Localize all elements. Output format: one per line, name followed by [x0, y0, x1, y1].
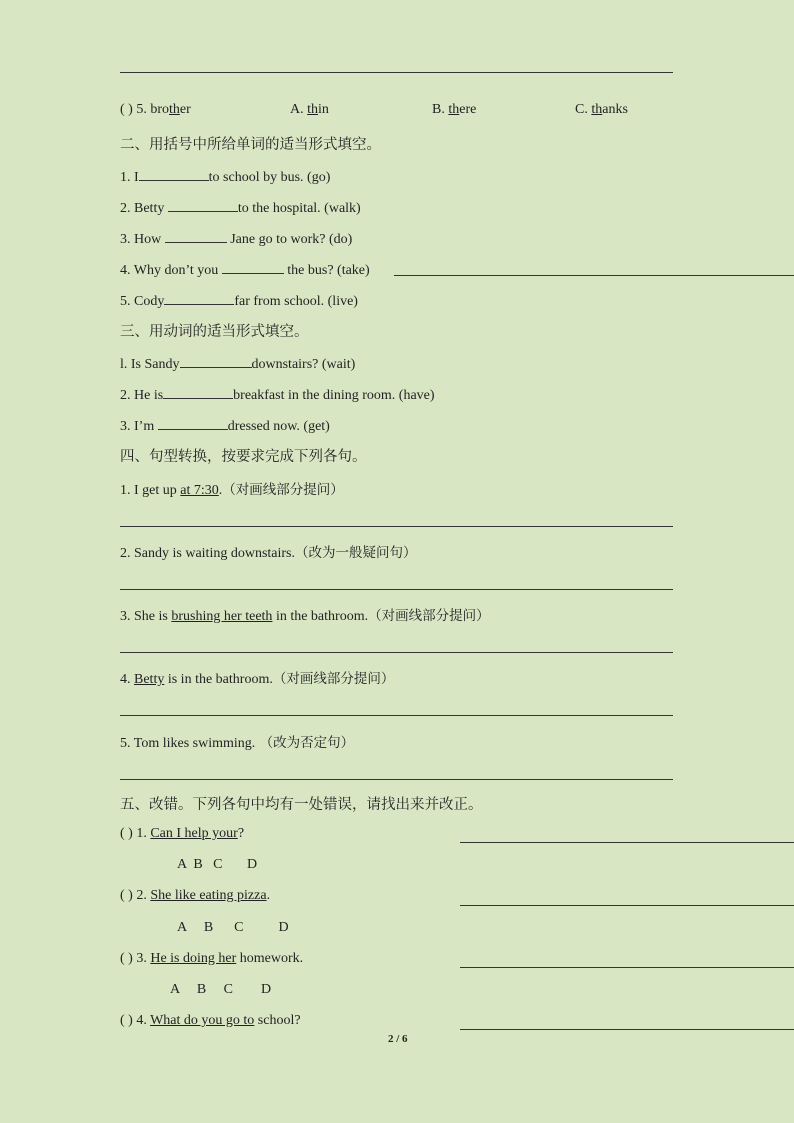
item-text: to the hospital. (walk) — [237, 201, 361, 216]
item-text: 5. Cody — [120, 294, 165, 309]
option-label: C. — [575, 102, 588, 117]
s2-item-3 — [120, 228, 352, 248]
item-text: 2. He is — [120, 388, 164, 403]
answer-blank[interactable] — [139, 166, 209, 181]
s3-item-2 — [120, 384, 435, 404]
s2-item-5 — [120, 290, 358, 310]
answer-blank[interactable] — [164, 290, 234, 305]
item-text: 1. I get up — [120, 483, 181, 498]
s5-item-3 — [120, 951, 303, 967]
s2-item-4-rule — [394, 275, 794, 276]
question-number: ( ) 1. — [120, 826, 147, 841]
option-label: A. — [290, 102, 304, 117]
question-number: ( ) 4. — [120, 1013, 147, 1028]
item-text: in the bathroom. — [272, 609, 369, 624]
option-underline: th — [448, 102, 460, 117]
s4-item-5 — [120, 731, 354, 752]
option-post: in — [318, 102, 329, 117]
answer-line[interactable] — [120, 526, 673, 527]
choice-letters: A B C D — [177, 857, 258, 872]
item-text: 2. Sandy is waiting downstairs. — [120, 546, 295, 561]
instruction-note: （对画线部分提问） — [368, 608, 490, 624]
option-b — [432, 102, 476, 118]
option-underline: th — [591, 102, 603, 117]
underlined-part: He is doing her — [150, 951, 237, 966]
item-text: 1. I — [120, 170, 139, 185]
section-2-title: 二、用括号中所给单词的适当形式填空。 — [120, 137, 381, 153]
s4-item-2 — [120, 541, 417, 562]
choice-letters: A B C D — [170, 982, 272, 997]
item-text: ? — [237, 826, 245, 841]
stem-post: er — [179, 102, 191, 117]
item-text: school? — [254, 1013, 301, 1028]
question-number: ( ) 3. — [120, 951, 147, 966]
question-number: ( ) 5. — [120, 102, 147, 117]
item-text: 2. Betty — [120, 201, 165, 216]
section-5-title: 五、改错。下列各句中均有一处错误，请找出来并改正。 — [120, 797, 483, 813]
answer-blank[interactable] — [168, 197, 238, 212]
item-text: far from school. (live) — [234, 294, 358, 309]
s2-item-4 — [120, 259, 370, 279]
s4-item-1 — [120, 478, 344, 499]
underlined-part: Betty — [134, 672, 165, 687]
choice-letters: A B C D — [177, 920, 289, 935]
item-text: 4. — [120, 672, 134, 687]
item-text: 4. Why don’t you — [120, 263, 219, 278]
item-text: 3. She is — [120, 609, 172, 624]
option-underline: th — [307, 102, 319, 117]
section-4-title: 四、句型转换，按要求完成下列各句。 — [120, 449, 367, 465]
item-text: . — [266, 888, 271, 903]
answer-blank[interactable] — [163, 384, 233, 399]
answer-blank[interactable] — [222, 259, 284, 274]
item-text: breakfast in the dining room. (have) — [233, 388, 435, 403]
item-text: the bus? (take) — [287, 263, 370, 278]
answer-line[interactable] — [120, 715, 673, 716]
underlined-part: What do you go to — [150, 1013, 255, 1028]
option-c — [575, 102, 628, 118]
instruction-note: （对画线部分提问） — [222, 482, 344, 498]
s2-item-1 — [120, 166, 330, 186]
answer-line[interactable] — [460, 842, 794, 843]
s3-item-3 — [120, 415, 330, 435]
option-post: anks — [602, 102, 628, 117]
item-text: is in the bathroom. — [164, 672, 273, 687]
answer-line[interactable] — [460, 967, 794, 968]
s5-item-2 — [120, 888, 270, 904]
s4-item-4 — [120, 667, 394, 688]
s5-item-1 — [120, 826, 244, 842]
question-number: ( ) 2. — [120, 888, 147, 903]
section-3-title: 三、用动词的适当形式填空。 — [120, 324, 309, 340]
item-text: 3. I’m — [120, 419, 155, 434]
answer-line[interactable] — [120, 779, 673, 780]
item-text: downstairs? (wait) — [251, 357, 356, 372]
answer-blank[interactable] — [158, 415, 228, 430]
item-text: homework. — [236, 951, 304, 966]
item-text: l. Is Sandy — [120, 357, 180, 372]
instruction-note: （改为否定句） — [255, 735, 355, 751]
s2-item-2 — [120, 197, 361, 217]
stem-pre: bro — [150, 102, 169, 117]
top-rule — [120, 72, 673, 73]
answer-line[interactable] — [120, 589, 673, 590]
answer-blank[interactable] — [165, 228, 227, 243]
underlined-part: brushing her teeth — [171, 609, 273, 624]
answer-blank[interactable] — [180, 353, 252, 368]
option-post: ere — [459, 102, 477, 117]
s3-item-1 — [120, 353, 355, 373]
s4-item-3 — [120, 604, 490, 625]
phonics-question-5 — [120, 102, 191, 118]
underlined-part: Can I help your — [150, 826, 238, 841]
item-text: Jane go to work? (do) — [230, 232, 353, 247]
page-number: 2 / 6 — [388, 1033, 408, 1045]
item-text: . — [218, 483, 223, 498]
underlined-part: She like eating pizza — [150, 888, 267, 903]
item-text: 5. Tom likes swimming. — [120, 736, 256, 751]
stem-underline: th — [169, 102, 180, 117]
answer-line[interactable] — [120, 652, 673, 653]
answer-line[interactable] — [460, 905, 794, 906]
instruction-note: （对画线部分提问） — [272, 671, 395, 687]
answer-line[interactable] — [460, 1029, 794, 1030]
option-label: B. — [432, 102, 445, 117]
instruction-note: （改为一般疑问句） — [295, 545, 417, 561]
item-text: to school by bus. (go) — [208, 170, 331, 185]
item-text: dressed now. (get) — [227, 419, 330, 434]
option-a — [290, 102, 329, 118]
item-text: 3. How — [120, 232, 162, 247]
s5-item-4 — [120, 1013, 301, 1029]
underlined-part: at 7:30 — [180, 483, 219, 498]
